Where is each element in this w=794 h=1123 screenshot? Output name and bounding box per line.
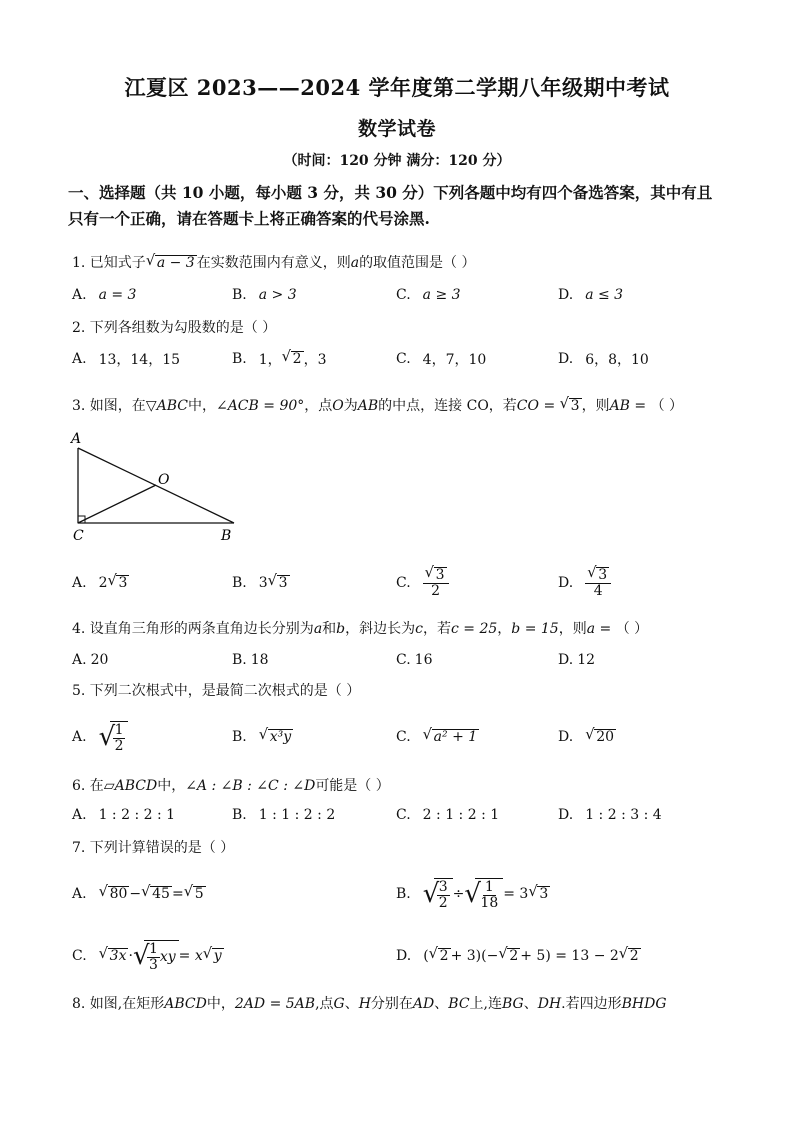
q5-option-a[interactable] xyxy=(72,714,128,760)
q2-option-c-text: 4，7，10 xyxy=(422,352,487,368)
q3-c-fraction xyxy=(423,567,449,599)
q8-math: BG xyxy=(501,996,524,1012)
label-b: B xyxy=(221,528,232,544)
q6-option-a-text: 1 : 2 : 2 : 1 xyxy=(98,807,176,823)
q4-option-a-text: 20 xyxy=(90,652,109,668)
q2-option-a[interactable] xyxy=(72,347,180,371)
q7-d-radical: √ 2 xyxy=(438,948,451,964)
q7-b-num: √ 1 xyxy=(484,878,494,895)
option-letter: A. xyxy=(72,807,87,823)
q3-a-coef: 2 xyxy=(98,575,108,591)
q2-option-d[interactable] xyxy=(558,347,649,371)
question-1-options xyxy=(72,283,732,307)
q4-option-d-text: 12 xyxy=(577,652,596,668)
question-2-stem: 2. 下列各组数为勾股数的是（ ） xyxy=(72,320,277,336)
question-4-options xyxy=(72,648,732,672)
q7-c-xy: xy xyxy=(159,949,176,965)
q1-option-a[interactable] xyxy=(72,283,136,307)
option-letter: D. xyxy=(558,652,574,668)
q6-option-c[interactable] xyxy=(396,803,499,827)
q5-option-b[interactable] xyxy=(232,714,293,760)
question-3-stem xyxy=(72,395,732,415)
q7-a-radical: √ 5 xyxy=(193,886,206,902)
q8-text: 上,连 xyxy=(469,996,502,1012)
q7-b-radical xyxy=(434,878,453,910)
question-1-stem xyxy=(72,252,732,272)
q3-d-radical: √ 3 xyxy=(596,567,609,583)
label-o: O xyxy=(158,472,170,488)
q5-option-c[interactable] xyxy=(396,714,479,760)
option-letter: A. xyxy=(72,729,87,745)
q4-text: ，则 xyxy=(558,621,587,637)
q2-option-d-text: 6，8，10 xyxy=(585,352,649,368)
question-4-stem xyxy=(72,618,732,638)
section-heading xyxy=(68,180,728,232)
q3-math: CO xyxy=(516,398,539,414)
q1-option-c[interactable] xyxy=(396,283,461,307)
q4-option-a[interactable] xyxy=(72,648,108,672)
q7-b-radical: √ 3 xyxy=(537,886,550,902)
q7-c-den: 3 xyxy=(148,956,158,973)
q2-option-c[interactable] xyxy=(396,347,486,371)
q3-b-coef: 3 xyxy=(258,575,268,591)
label-a: A xyxy=(71,431,82,447)
q7-c-op: · xyxy=(128,948,133,964)
q3-text: = xyxy=(539,398,560,414)
option-letter: B. xyxy=(232,287,247,303)
q1-option-d-text: a ≤ 3 xyxy=(585,287,624,303)
q1-radical: √ a − 3 xyxy=(155,255,197,271)
q4-math: a = xyxy=(586,621,616,637)
option-letter: A. xyxy=(72,287,87,303)
q2-b-post: ，3 xyxy=(303,352,327,368)
q1-option-a-text: a = 3 xyxy=(98,287,137,303)
q3-option-a[interactable] xyxy=(72,562,129,604)
option-letter: B. xyxy=(232,807,247,823)
option-letter: C. xyxy=(396,729,411,745)
q6-option-d-text: 1 : 2 : 3 : 4 xyxy=(585,807,662,823)
q3-option-c[interactable] xyxy=(396,562,449,604)
q3-b-radical: √ 3 xyxy=(277,575,290,591)
q4-text: ，若 xyxy=(422,621,451,637)
q3-text: 3. 如图，在 xyxy=(72,398,146,414)
q3-a-radical: √ 3 xyxy=(116,575,129,591)
q3-text: ，则 xyxy=(581,398,610,414)
q4-math: b = 15 xyxy=(511,621,559,637)
q1-mid: 在实数范围内有意义，则 xyxy=(196,255,351,271)
option-letter: B. xyxy=(232,351,247,367)
exam-meta: （时间：120 分钟 满分：120 分） xyxy=(283,153,511,169)
q7-option-a[interactable] xyxy=(72,872,206,916)
q5-a-radical xyxy=(110,721,129,753)
option-letter: B. xyxy=(232,575,247,591)
q7-c-radical: √ y xyxy=(212,948,224,964)
option-letter: A. xyxy=(72,351,87,367)
q3-c-radical: √ 3 xyxy=(434,567,447,583)
q7-option-b[interactable] xyxy=(396,872,550,916)
q3-text: = （ ） xyxy=(629,398,684,414)
q8-math: 2AD = 5AB xyxy=(234,996,316,1012)
question-8-stem xyxy=(72,993,732,1013)
question-7-row2 xyxy=(72,934,732,978)
q8-text: 分别在 xyxy=(370,996,413,1012)
q7-option-d[interactable] xyxy=(396,934,641,978)
q8-text: 中， xyxy=(206,996,235,1012)
triangle-symbol: ▽ xyxy=(145,398,157,414)
option-letter: A. xyxy=(72,575,87,591)
question-5-options xyxy=(72,714,732,760)
q4-math: b xyxy=(336,621,346,637)
q3-option-b[interactable] xyxy=(232,562,290,604)
q3-text: 的中点，连接 CO，若 xyxy=(378,398,517,414)
q3-math: ∠ACB = 90° xyxy=(215,398,305,414)
q7-a-op: = xyxy=(171,886,184,902)
q6-option-b[interactable] xyxy=(232,803,335,827)
option-letter: A. xyxy=(72,886,87,902)
option-letter: C. xyxy=(72,948,87,964)
q7-d-text: + 3)(− xyxy=(450,948,499,964)
q1-suffix: 的取值范围是（ ） xyxy=(359,255,476,271)
q7-c-num: √ 1 xyxy=(148,940,158,957)
q3-text: 中， xyxy=(187,398,216,414)
q6-option-b-text: 1 : 1 : 2 : 2 xyxy=(258,807,336,823)
option-letter: C. xyxy=(396,575,411,591)
exam-title: 江夏区 2023——2024 学年度第二学期八年级期中考试 xyxy=(124,75,670,100)
q7-b-radical xyxy=(475,878,503,910)
exam-subject: 数学试卷 xyxy=(357,118,436,140)
q3-d-den: 4 xyxy=(593,583,603,600)
q7-b-num: √ 3 xyxy=(438,878,448,895)
option-letter: B. xyxy=(232,652,247,668)
q4-option-d[interactable] xyxy=(558,648,595,672)
q3-option-d[interactable] xyxy=(558,562,611,604)
option-letter: B. xyxy=(396,886,411,902)
q8-math: H xyxy=(358,996,371,1012)
section-heading-line1: 一、选择题（共 10 小题，每小题 3 分，共 30 分）下列各题中均有四个备选答案，其中有且 xyxy=(68,183,713,202)
q4-option-b[interactable] xyxy=(232,648,269,672)
option-letter: D. xyxy=(558,287,574,303)
q2-b-pre: 1， xyxy=(258,352,282,368)
q5-d-radical: √ 20 xyxy=(594,729,616,745)
option-letter: C. xyxy=(396,287,411,303)
segment-co xyxy=(78,485,156,523)
q8-text: 8. 如图,在矩形 xyxy=(72,996,165,1012)
q5-b-radical: √ x³y xyxy=(268,729,293,745)
q7-d-radical: √ 2 xyxy=(507,948,520,964)
q7-a-radical: √ 45 xyxy=(150,886,172,902)
q7-c-op: = x xyxy=(178,948,203,964)
question-2-options xyxy=(72,347,732,371)
q1-option-d[interactable] xyxy=(558,283,623,307)
q8-text: .若四边形 xyxy=(561,996,622,1012)
q6-text: 中， xyxy=(157,778,186,794)
question-5-stem: 5. 下列二次根式中，是最简二次根式的是（ ） xyxy=(72,683,361,699)
q1-option-c-text: a ≥ 3 xyxy=(422,287,461,303)
question-6-options xyxy=(72,803,732,827)
parallelogram-symbol: ▱ xyxy=(103,778,115,794)
q4-option-c-text: 16 xyxy=(414,652,433,668)
q1-var: a xyxy=(350,255,360,271)
q8-math: BC xyxy=(448,996,470,1012)
q4-math: a xyxy=(313,621,323,637)
q8-text: 、 xyxy=(523,996,538,1012)
q7-c-radical: √ 3x xyxy=(108,948,129,964)
q4-text: ， xyxy=(497,621,512,637)
option-letter: D. xyxy=(558,575,574,591)
q7-b-op: ÷ xyxy=(452,886,465,902)
q4-option-b-text: 18 xyxy=(250,652,269,668)
q7-d-radical: √ 2 xyxy=(628,948,641,964)
q8-text: ,点 xyxy=(315,996,334,1012)
q8-text: 、 xyxy=(344,996,359,1012)
q1-option-b-text: a > 3 xyxy=(258,287,297,303)
q3-c-den: 2 xyxy=(431,583,441,600)
q3-text: ，点 xyxy=(304,398,333,414)
q2-b-radical: √ 2 xyxy=(291,351,304,367)
option-letter: C. xyxy=(396,351,411,367)
q7-option-c[interactable] xyxy=(72,934,224,978)
q3-triangle-figure xyxy=(68,428,248,546)
question-7-row1 xyxy=(72,872,732,916)
q4-text: 4. 设直角三角形的两条直角边长分别为 xyxy=(72,621,314,637)
q8-math: AD xyxy=(412,996,435,1012)
q3-radical: √ 3 xyxy=(569,398,582,414)
option-letter: B. xyxy=(232,729,247,745)
q3-math: AB xyxy=(609,398,630,414)
question-3-options xyxy=(72,562,732,604)
q6-text: 可能是（ ） xyxy=(315,778,390,794)
q1-option-b[interactable] xyxy=(232,283,297,307)
q7-c-radical xyxy=(144,940,179,972)
label-c: C xyxy=(73,528,84,544)
q3-math: O xyxy=(332,398,344,414)
q8-math: ABCD xyxy=(164,996,207,1012)
q3-math: ABC xyxy=(156,398,188,414)
question-7-stem: 7. 下列计算错误的是（ ） xyxy=(72,840,235,856)
q6-option-a[interactable] xyxy=(72,803,175,827)
option-letter: C. xyxy=(396,807,411,823)
q6-math: ABCD xyxy=(114,778,158,794)
q3-text: 为 xyxy=(343,398,358,414)
q2-option-a-text: 13，14，15 xyxy=(98,352,181,368)
q6-option-d[interactable] xyxy=(558,803,662,827)
q5-option-d[interactable] xyxy=(558,714,616,760)
q5-c-radical: √ a² + 1 xyxy=(432,729,480,745)
q8-math: BHDG xyxy=(621,996,667,1012)
option-letter: D. xyxy=(558,729,574,745)
q6-text: 6. 在 xyxy=(72,778,104,794)
section-heading-line2: 只有一个正确，请在答题卡上将正确答案的代号涂黑. xyxy=(68,209,430,228)
q4-math: c = 25 xyxy=(450,621,498,637)
q7-a-radical: √ 80 xyxy=(108,886,130,902)
option-letter: D. xyxy=(558,807,574,823)
q4-text: 和 xyxy=(322,621,337,637)
q5-a-den: 2 xyxy=(114,737,124,754)
q4-option-c[interactable] xyxy=(396,648,433,672)
q6-math: ∠A : ∠B : ∠C : ∠D xyxy=(185,778,316,794)
q6-option-c-text: 2 : 1 : 2 : 1 xyxy=(422,807,500,823)
q8-math: DH xyxy=(537,996,562,1012)
option-letter: A. xyxy=(72,652,87,668)
q2-option-b[interactable] xyxy=(232,347,327,371)
option-letter: D. xyxy=(558,351,574,367)
q7-b-den: 18 xyxy=(480,894,499,911)
q1-prefix: 1. 已知式子 xyxy=(72,255,146,271)
q7-b-den: 2 xyxy=(438,894,448,911)
q4-text: ，斜边长为 xyxy=(345,621,416,637)
q8-text: 、 xyxy=(434,996,449,1012)
q4-text: （ ） xyxy=(615,621,649,637)
q8-math: G xyxy=(333,996,345,1012)
q7-d-text: ( xyxy=(423,948,429,964)
option-letter: C. xyxy=(396,652,411,668)
q5-a-num: √ 1 xyxy=(114,721,124,738)
q3-math: AB xyxy=(357,398,379,414)
question-6-stem xyxy=(72,775,732,795)
q7-a-op: − xyxy=(129,886,142,902)
q4-math: c xyxy=(415,621,423,637)
option-letter: D. xyxy=(396,948,412,964)
q7-d-text: + 5) = 13 − 2 xyxy=(520,948,619,964)
q3-d-fraction xyxy=(585,567,611,599)
q7-b-op: = 3 xyxy=(503,886,529,902)
